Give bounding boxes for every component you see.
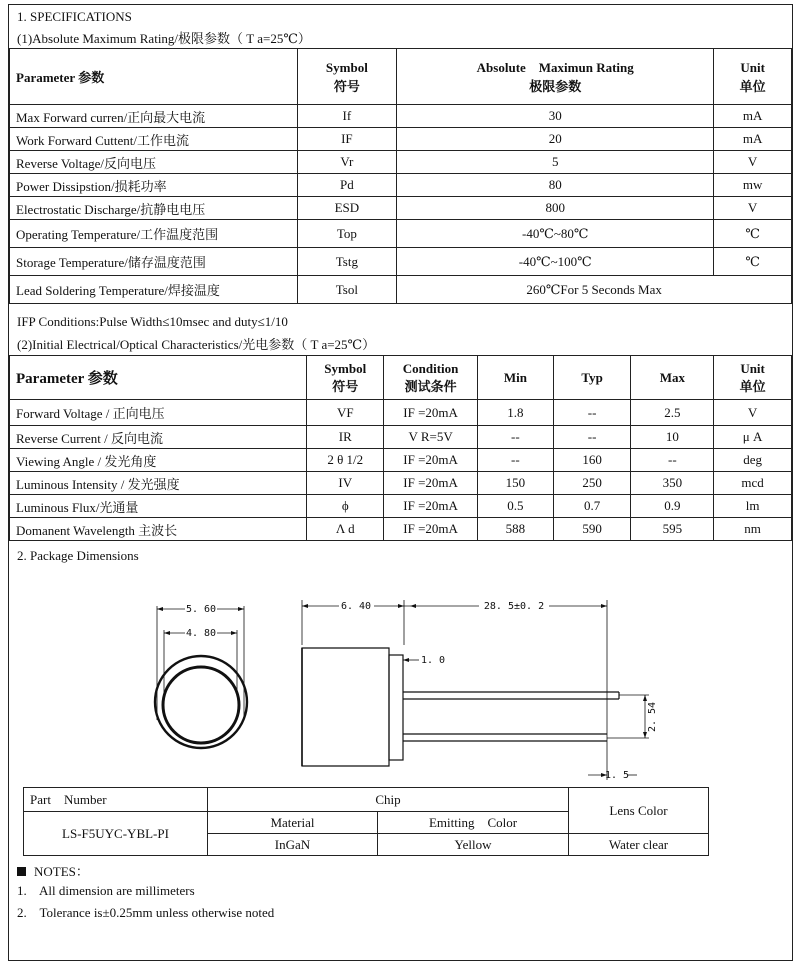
eo-cell-min: 588 bbox=[478, 518, 554, 541]
part-number-value: LS-F5UYC-YBL-PI bbox=[24, 812, 208, 856]
eo-cell-condition: IF =20mA bbox=[384, 400, 478, 426]
dim-body-length: 6. 40 bbox=[340, 601, 372, 612]
eo-cell-min: -- bbox=[478, 449, 554, 472]
section1-title: 1. SPECIFICATIONS bbox=[17, 9, 132, 24]
eo-cell-unit: lm bbox=[714, 495, 792, 518]
eo-cell-min: -- bbox=[478, 426, 554, 449]
eo-cell-unit: μ A bbox=[714, 426, 792, 449]
eo-cell-symbol: IR bbox=[307, 426, 384, 449]
eo-header-symbol: Symbol 符号 bbox=[307, 356, 384, 400]
abs-cell-symbol: Tstg bbox=[297, 248, 397, 276]
eo-cell-parameter: Viewing Angle / 发光角度 bbox=[10, 449, 307, 472]
eo-header-parameter: Parameter 参数 bbox=[10, 356, 307, 400]
abs-cell-unit: V bbox=[714, 197, 792, 220]
eo-cell-parameter: Luminous Flux/光通量 bbox=[10, 495, 307, 518]
spec-sheet bbox=[8, 4, 793, 961]
eo-cell-typ: 590 bbox=[553, 518, 631, 541]
abs-header-parameter: Parameter 参数 bbox=[10, 49, 298, 105]
eo-cell-symbol: 2 θ 1/2 bbox=[307, 449, 384, 472]
abs-cell-symbol: Top bbox=[297, 220, 397, 248]
eo-header-typ: Typ bbox=[553, 356, 631, 400]
dim-lead-length: 28. 5±0. 2 bbox=[483, 601, 545, 612]
led-side-view bbox=[302, 600, 649, 780]
eo-cell-min: 1.8 bbox=[478, 400, 554, 426]
eo-header-min: Min bbox=[478, 356, 554, 400]
abs-cell-value: 800 bbox=[397, 197, 714, 220]
emitting-color-value: Yellow bbox=[378, 834, 569, 856]
eo-cell-symbol: ϕ bbox=[307, 495, 384, 518]
dim-lead-offset: 1. 5 bbox=[604, 770, 630, 781]
abs-cell-value: 20 bbox=[397, 128, 714, 151]
abs-cell-symbol: If bbox=[297, 105, 397, 128]
eo-caption: (2)Initial Electrical/Optical Characteristics/光电参数（ T a=25℃） bbox=[17, 337, 376, 352]
eo-cell-max: 2.5 bbox=[631, 400, 714, 426]
eo-cell-typ: 250 bbox=[553, 472, 631, 495]
lens-color-value: Water clear bbox=[569, 834, 709, 856]
eo-cell-min: 0.5 bbox=[478, 495, 554, 518]
eo-cell-min: 150 bbox=[478, 472, 554, 495]
eo-cell-parameter: Forward Voltage / 正向电压 bbox=[10, 400, 307, 426]
dim-flange: 1. 0 bbox=[421, 655, 446, 666]
eo-cell-typ: 160 bbox=[553, 449, 631, 472]
package-dimensions-drawing bbox=[9, 5, 794, 785]
part-number-label: Part Number bbox=[24, 788, 208, 812]
abs-cell-unit: mA bbox=[714, 128, 792, 151]
abs-cell-unit: V bbox=[714, 151, 792, 174]
eo-cell-max: 350 bbox=[631, 472, 714, 495]
abs-caption: (1)Absolute Maximum Rating/极限参数（ T a=25℃） bbox=[17, 31, 311, 46]
abs-cell-parameter: Operating Temperature/工作温度范围 bbox=[10, 220, 298, 248]
abs-cell-symbol: ESD bbox=[297, 197, 397, 220]
eo-cell-max: 0.9 bbox=[631, 495, 714, 518]
eo-cell-unit: V bbox=[714, 400, 792, 426]
emitting-color-label: Emitting Color bbox=[378, 812, 569, 834]
eo-cell-condition: IF =20mA bbox=[384, 449, 478, 472]
eo-cell-condition: IF =20mA bbox=[384, 518, 478, 541]
abs-cell-value: -40℃~100℃ bbox=[397, 248, 714, 276]
eo-cell-parameter: Domanent Wavelength 主波长 bbox=[10, 518, 307, 541]
eo-header-unit: Unit 单位 bbox=[714, 356, 792, 400]
material-value: InGaN bbox=[208, 834, 378, 856]
eo-cell-condition: IF =20mA bbox=[384, 472, 478, 495]
ifp-note: IFP Conditions:Pulse Width≤10msec and duty≤1/10 bbox=[17, 314, 288, 329]
part-number-table bbox=[23, 787, 709, 856]
eo-cell-unit: deg bbox=[714, 449, 792, 472]
abs-header-unit: Unit 单位 bbox=[714, 49, 792, 105]
abs-cell-value: 80 bbox=[397, 174, 714, 197]
eo-cell-parameter: Reverse Current / 反向电流 bbox=[10, 426, 307, 449]
dim-lead-spacing: 2. 54 bbox=[647, 701, 658, 733]
material-label: Material bbox=[208, 812, 378, 834]
eo-cell-max: -- bbox=[631, 449, 714, 472]
eo-header-max: Max bbox=[631, 356, 714, 400]
square-bullet-icon bbox=[17, 867, 26, 876]
abs-cell-symbol: Vr bbox=[297, 151, 397, 174]
abs-cell-symbol: IF bbox=[297, 128, 397, 151]
eo-cell-symbol: IV bbox=[307, 472, 384, 495]
abs-cell-parameter: Lead Soldering Temperature/焊接温度 bbox=[10, 276, 298, 304]
eo-cell-symbol: Λ d bbox=[307, 518, 384, 541]
eo-header-condition: Condition 测试条件 bbox=[384, 356, 478, 400]
dim-inner-diameter: 4. 80 bbox=[185, 628, 217, 639]
dim-outer-diameter: 5. 60 bbox=[185, 604, 217, 615]
abs-cell-value: -40℃~80℃ bbox=[397, 220, 714, 248]
abs-cell-value: 30 bbox=[397, 105, 714, 128]
abs-header-symbol: Symbol 符号 bbox=[297, 49, 397, 105]
abs-cell-value: 5 bbox=[397, 151, 714, 174]
section2-title: 2. Package Dimensions bbox=[17, 548, 139, 563]
chip-label: Chip bbox=[208, 788, 569, 812]
abs-header-rating: Absolute Maximun Rating 极限参数 bbox=[397, 49, 714, 105]
abs-cell-parameter: Storage Temperature/储存温度范围 bbox=[10, 248, 298, 276]
abs-cell-parameter: Electrostatic Discharge/抗静电电压 bbox=[10, 197, 298, 220]
abs-cell-parameter: Reverse Voltage/反向电压 bbox=[10, 151, 298, 174]
abs-cell-parameter: Work Forward Cuttent/工作电流 bbox=[10, 128, 298, 151]
eo-cell-typ: 0.7 bbox=[553, 495, 631, 518]
eo-cell-max: 595 bbox=[631, 518, 714, 541]
abs-cell-value: 260℃For 5 Seconds Max bbox=[397, 276, 792, 304]
eo-cell-max: 10 bbox=[631, 426, 714, 449]
abs-cell-symbol: Pd bbox=[297, 174, 397, 197]
note-item: 2. Tolerance is±0.25mm unless otherwise noted bbox=[17, 905, 275, 920]
note-item: 1. All dimension are millimeters bbox=[17, 883, 195, 898]
abs-cell-unit: mw bbox=[714, 174, 792, 197]
eo-cell-typ: -- bbox=[553, 400, 631, 426]
notes-title: NOTES： bbox=[17, 861, 89, 880]
abs-cell-parameter: Max Forward curren/正向最大电流 bbox=[10, 105, 298, 128]
abs-cell-parameter: Power Dissipstion/损耗功率 bbox=[10, 174, 298, 197]
lens-color-label: Lens Color bbox=[569, 788, 709, 834]
eo-cell-condition: IF =20mA bbox=[384, 495, 478, 518]
abs-cell-unit: mA bbox=[714, 105, 792, 128]
abs-cell-unit: ℃ bbox=[714, 248, 792, 276]
eo-cell-unit: nm bbox=[714, 518, 792, 541]
eo-cell-parameter: Luminous Intensity / 发光强度 bbox=[10, 472, 307, 495]
eo-cell-unit: mcd bbox=[714, 472, 792, 495]
abs-cell-unit: ℃ bbox=[714, 220, 792, 248]
eo-cell-typ: -- bbox=[553, 426, 631, 449]
eo-cell-symbol: VF bbox=[307, 400, 384, 426]
eo-cell-condition: V R=5V bbox=[384, 426, 478, 449]
abs-cell-symbol: Tsol bbox=[297, 276, 397, 304]
